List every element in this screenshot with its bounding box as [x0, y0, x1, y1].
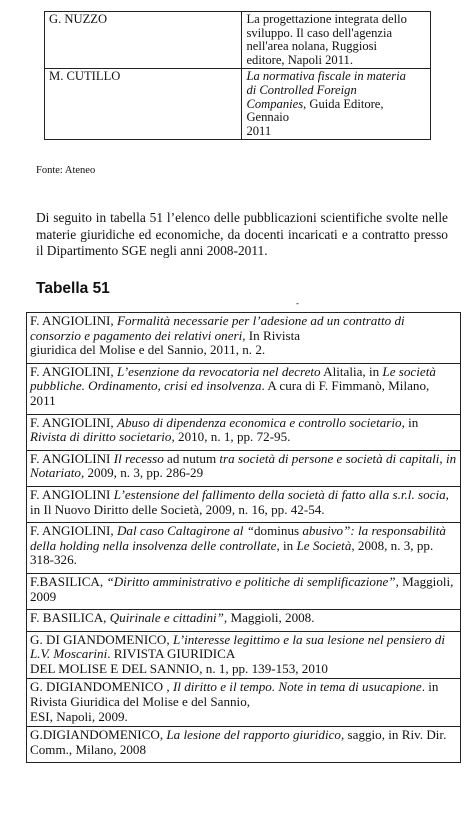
text-segment: , 2009, n. 3, pp. 286-29 — [80, 465, 204, 481]
publication-cell — [27, 573, 461, 609]
publication-cell — [27, 313, 461, 364]
publication-text — [30, 575, 457, 604]
table-row — [45, 69, 431, 140]
table-title: Tabella 51 — [36, 280, 110, 297]
text-segment: G.DIGIANDOMENICO, — [30, 727, 167, 743]
italic-segment: tra società di persone e società di capitali, in Notariato — [30, 450, 457, 481]
table-row — [27, 523, 461, 574]
italic-segment: Il recesso — [113, 450, 164, 466]
title-line: Companies, Guida Editore, — [246, 96, 384, 111]
table-row — [45, 12, 431, 69]
text-segment: F. ANGIOLINI — [30, 450, 114, 466]
italic-segment: Formalità necessarie per l’adesione ad un contratto di consorzio e pagamento dei relativi oneri, — [30, 313, 405, 343]
table-row — [27, 486, 461, 522]
title-line: sviluppo. Il caso dell'agenzia — [246, 25, 393, 40]
publication-tail: ESI, Napoli, 2009. — [30, 708, 128, 724]
publication-cell — [27, 523, 461, 574]
table-row — [27, 727, 461, 763]
text-segment: . RIVISTA GIURIDICA — [107, 646, 236, 662]
publication-cell — [27, 727, 461, 763]
publication-cell — [27, 679, 461, 727]
author-cell: G. NUZZO — [45, 12, 242, 69]
publication-text — [30, 416, 457, 445]
table-row — [27, 414, 461, 450]
publication-cell — [27, 631, 461, 679]
title-line: Gennaio — [246, 110, 290, 125]
italic-segment: Le Società — [296, 537, 352, 553]
publication-text — [30, 633, 457, 662]
text-segment: , Maggioli, 2008. — [223, 610, 315, 626]
text-segment: Maggioli, 2009 — [30, 573, 454, 604]
italic-segment: L’estensione del fallimento della società di fatto alla s.r.l. socia — [113, 486, 446, 502]
publication-cell — [27, 486, 461, 522]
italic-segment: L’interesse legittimo e la sua lesione nel pensiero di L.V. Moscarini — [30, 631, 445, 662]
text-segment: . in Rivista Giuridica del Molise e del Sannio, — [30, 679, 439, 710]
text-segment: F. ANGIOLINI, — [30, 313, 117, 328]
publication-text — [30, 488, 457, 517]
text-segment: Alitalia, in — [320, 363, 383, 379]
table-row — [27, 610, 461, 632]
table-row — [27, 363, 461, 414]
publication-cell — [27, 414, 461, 450]
table-row — [27, 679, 461, 727]
continuation-table — [44, 11, 431, 140]
text-segment: F. BASILICA, — [30, 610, 110, 626]
italic-segment: L’esenzione da revocatoria nel decreto — [116, 363, 321, 379]
publication-text — [30, 680, 457, 709]
text-segment: G. DI GIANDOMENICO, — [30, 631, 173, 647]
publication-text — [30, 452, 457, 481]
author-cell: M. CUTILLO — [45, 69, 242, 140]
source-note: Fonte: Ateneo — [36, 165, 96, 176]
text-segment: F. ANGIOLINI — [30, 486, 114, 502]
text-segment: , in — [276, 537, 297, 553]
italic-segment: Rivista di diritto societario — [30, 429, 172, 445]
intro-paragraph: Di seguito in tabella 51 l’elenco delle pubblicazioni scientifiche svolte nelle materie giuridiche ed economiche, da docenti incaricati e a contratto presso il Dipartimento SGE negli anni 2008-2011. — [36, 210, 448, 259]
table-row — [27, 313, 461, 364]
publication-cell — [27, 363, 461, 414]
text-segment: , in Il Nuovo Diritto delle Società, 2009, n. 16, pp. 42-54. — [30, 486, 449, 517]
italic-segment: Abuso di dipendenza economica e controllo societario — [116, 414, 402, 430]
text-segment: F. ANGIOLINI, — [30, 363, 117, 379]
italic-segment: Le società pubbliche. Ordinamento, crisi ed insolvenza — [30, 363, 436, 394]
publication-text — [30, 314, 457, 343]
text-segment: ad nutum — [163, 450, 220, 466]
italic-segment: , Il diritto e il tempo. Note in tema di usucapione — [166, 679, 422, 695]
italic-segment: Quirinale e cittadini” — [109, 610, 224, 626]
title-line: La normativa fiscale in materia — [246, 69, 406, 84]
italic-segment: Dal caso Caltagirone al “ — [116, 523, 254, 539]
title-line: 2011 — [246, 123, 272, 138]
text-segment: , saggio, in Riv. Dir. Comm., Milano, 2008 — [30, 727, 447, 757]
publication-text — [30, 728, 457, 757]
text-segment: G. DIGIANDOMENICO — [30, 679, 167, 695]
title-line: di Controlled Foreign — [246, 82, 357, 97]
text-segment: dominus — [253, 523, 300, 539]
italic-segment: abusivo”: la responsabilità della holding nella insolvenza delle controllate — [30, 523, 446, 553]
publication-cell — [27, 610, 461, 632]
title-line: editore, Napoli 2011. — [246, 52, 353, 67]
text-segment: F. ANGIOLINI, — [30, 414, 117, 430]
table-row — [27, 631, 461, 679]
title-line: La progettazione integrata dello — [246, 12, 407, 26]
title-line: nell'area nolana, Ruggiosi — [246, 39, 378, 54]
text-segment: . A cura di F. Fimmanò, Milano, 2011 — [30, 378, 430, 408]
table-row — [27, 573, 461, 609]
text-segment: In Rivista — [245, 327, 301, 343]
publication-tail: DEL MOLISE E DEL SANNIO, n. 1, pp. 139-153, 2010 — [30, 660, 328, 676]
publication-tail: giuridica del Molise e del Sannio, 2011, n. 2. — [30, 342, 266, 358]
table-row — [27, 450, 461, 486]
text-segment: , 2010, n. 1, pp. 72-95. — [171, 429, 291, 445]
text-segment: F.BASILICA, — [30, 573, 107, 589]
publication-text — [30, 524, 457, 568]
title-cell — [242, 69, 431, 140]
publication-text — [30, 611, 457, 626]
publication-cell — [27, 450, 461, 486]
text-segment: F. ANGIOLINI, — [30, 523, 117, 539]
italic-segment: La lesione del rapporto giuridico — [166, 727, 341, 743]
text-segment: , 2008, n. 3, pp. 318-326. — [30, 537, 434, 568]
title-cell — [242, 12, 431, 69]
stray-mark: - — [296, 298, 299, 308]
text-segment: , in — [401, 414, 419, 430]
italic-segment: “Diritto amministrativo e politiche di semplificazione”, — [106, 573, 399, 589]
publication-text — [30, 365, 457, 409]
publications-table — [26, 312, 461, 763]
